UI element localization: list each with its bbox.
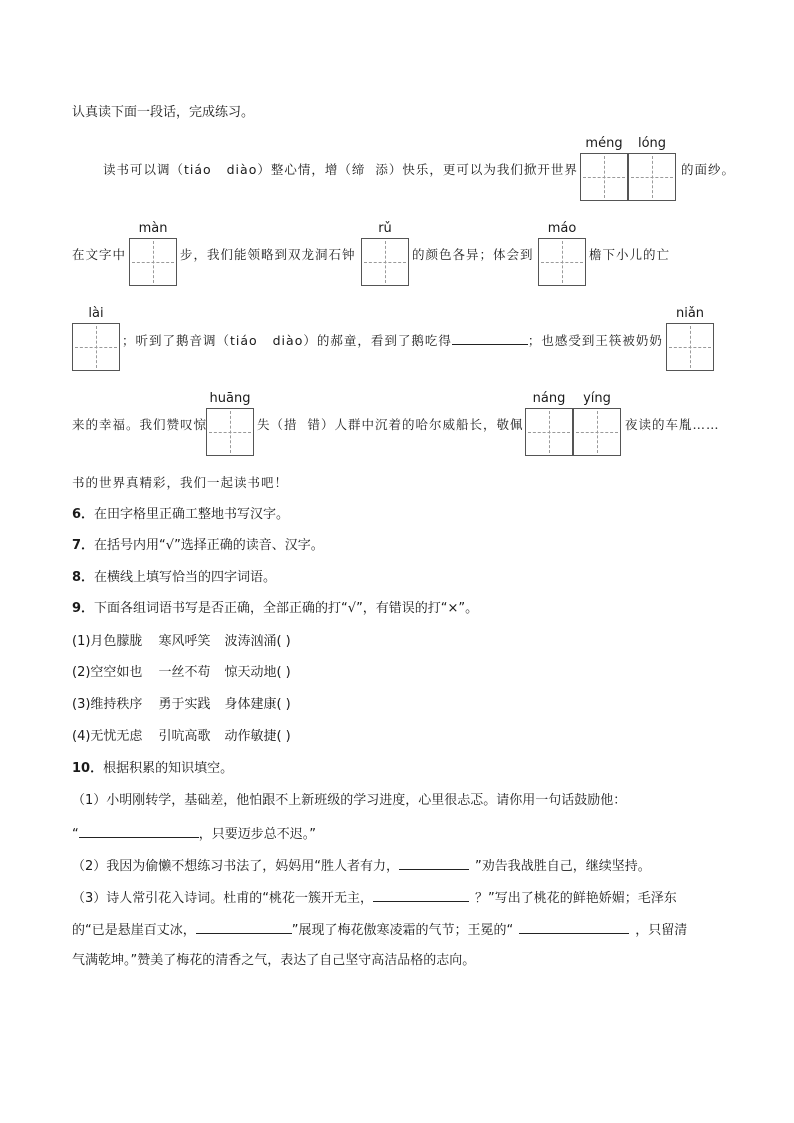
tian-grid-box[interactable] <box>361 238 409 286</box>
passage-line-2c: 的颜色各异；体会到 <box>412 247 534 262</box>
tian-grid-box[interactable] <box>573 408 621 456</box>
answer-blank[interactable] <box>196 920 292 934</box>
passage-line-2b: 步，我们能领略到双龙洞石钟 <box>180 247 356 262</box>
q10-part-1: （1）小明刚转学，基础差，他怕跟不上新班级的学习进度，心里很忐忑。请你用一句话鼓励他： <box>72 793 627 808</box>
passage-line-2d: 檐下小儿的亡 <box>589 247 671 262</box>
choice-char[interactable]: 缔 <box>351 162 366 177</box>
question-8: 8．在横线上填写恰当的四字词语。 <box>72 570 277 585</box>
answer-blank[interactable] <box>399 856 469 870</box>
answer-blank[interactable] <box>519 920 629 934</box>
passage-line-1-end: 的面纱。 <box>681 162 736 177</box>
tian-grid-box[interactable] <box>525 408 573 456</box>
passage-line-1: 读书可以调（tiáo diào）整心情，增（缔 添）快乐，更可以为我们掀开世界 <box>103 162 578 177</box>
passage-line-3: ；听到了鹅音调（tiáo diào）的郝童，看到了鹅吃得 ；也感受到王筷被奶奶 <box>122 333 663 348</box>
pinyin-long: lóng <box>637 136 667 151</box>
tian-grid-box[interactable] <box>580 153 628 201</box>
pinyin-huang: huāng <box>209 391 251 406</box>
choice-diao[interactable]: diào <box>226 162 258 177</box>
question-9: 9．下面各组词语书写是否正确，全部正确的打“√”，有错误的打“×”。 <box>72 601 479 616</box>
passage-line-4d: 夜读的车胤…… <box>625 417 720 432</box>
choice-tiao[interactable]: tiáo <box>230 333 258 348</box>
answer-blank[interactable] <box>79 824 199 838</box>
passage-line-4b: 失（措 错）人群中沉着的哈尔威船长，敬佩 <box>257 417 524 432</box>
tian-grid-box[interactable] <box>666 323 714 371</box>
question-10: 10．根据积累的知识填空。 <box>72 761 234 776</box>
q9-item-2: (2)空空如也 一丝不苟 惊天动地( ) <box>72 665 291 680</box>
answer-paren[interactable]: ( ) <box>276 697 291 712</box>
answer-blank[interactable] <box>373 888 469 902</box>
choice-diao[interactable]: diào <box>272 333 304 348</box>
choice-tiao[interactable]: tiáo <box>184 162 212 177</box>
q10-part-3: （3）诗人常引花入诗词。杜甫的“桃花一簇开无主， ？”写出了桃花的鲜艳娇媚；毛泽东 <box>72 888 677 908</box>
answer-paren[interactable]: ( ) <box>276 665 291 680</box>
pinyin-ru: rǔ <box>378 221 392 236</box>
intro-text: 认真读下面一段话，完成练习。 <box>72 105 255 120</box>
pinyin-meng: méng <box>585 136 623 151</box>
tian-grid-box[interactable] <box>129 238 177 286</box>
tian-grid-box[interactable] <box>628 153 676 201</box>
passage-line-5: 书的世界真精彩，我们一起读书吧！ <box>72 475 289 490</box>
q9-item-1: (1)月色朦胧 寒风呼笑 波涛汹涌( ) <box>72 634 291 649</box>
question-6: 6．在田字格里正确工整地书写汉字。 <box>72 507 290 522</box>
q10-part-3-line3: 气满乾坤。”赞美了梅花的清香之气，表达了自己坚守高洁品格的志向。 <box>72 953 476 968</box>
tian-grid-box[interactable] <box>206 408 254 456</box>
choice-char[interactable]: 添 <box>375 162 389 177</box>
choice-char[interactable]: 错 <box>307 417 321 432</box>
tian-grid-box[interactable] <box>538 238 586 286</box>
q10-part-2: （2）我因为偷懒不想练习书法了，妈妈用“胜人者有力， ”劝告我战胜自己，继续坚持。 <box>72 856 651 876</box>
passage-line-4a: 来的幸福。我们赞叹惊 <box>72 417 208 432</box>
pinyin-man: màn <box>138 221 168 236</box>
tian-grid-box[interactable] <box>72 323 120 371</box>
answer-paren[interactable]: ( ) <box>276 634 291 649</box>
idiom-blank[interactable] <box>452 331 528 345</box>
pinyin-nang: náng <box>532 391 566 406</box>
q10-part-3-line2: 的“已是悬崖百丈冰， ”展现了梅花傲寒凌霜的气节；王冕的“ ，只留清 <box>72 920 687 940</box>
answer-paren[interactable]: ( ) <box>276 729 291 744</box>
q9-item-4: (4)无忧无虑 引吭高歌 动作敏捷( ) <box>72 729 291 744</box>
pinyin-ying: yíng <box>583 391 611 406</box>
pinyin-mao: máo <box>547 221 577 236</box>
question-7: 7．在括号内用“√”选择正确的读音、汉字。 <box>72 538 324 553</box>
pinyin-lai: lài <box>88 306 104 321</box>
q9-item-3: (3)维持秩序 勇于实践 身体建康( ) <box>72 697 291 712</box>
pinyin-nian: niǎn <box>675 306 705 321</box>
passage-line-2a: 在文字中 <box>72 247 127 262</box>
choice-char[interactable]: 措 <box>284 417 298 432</box>
q10-part-1-answer: “ ，只要迈步总不迟。” <box>72 824 316 844</box>
